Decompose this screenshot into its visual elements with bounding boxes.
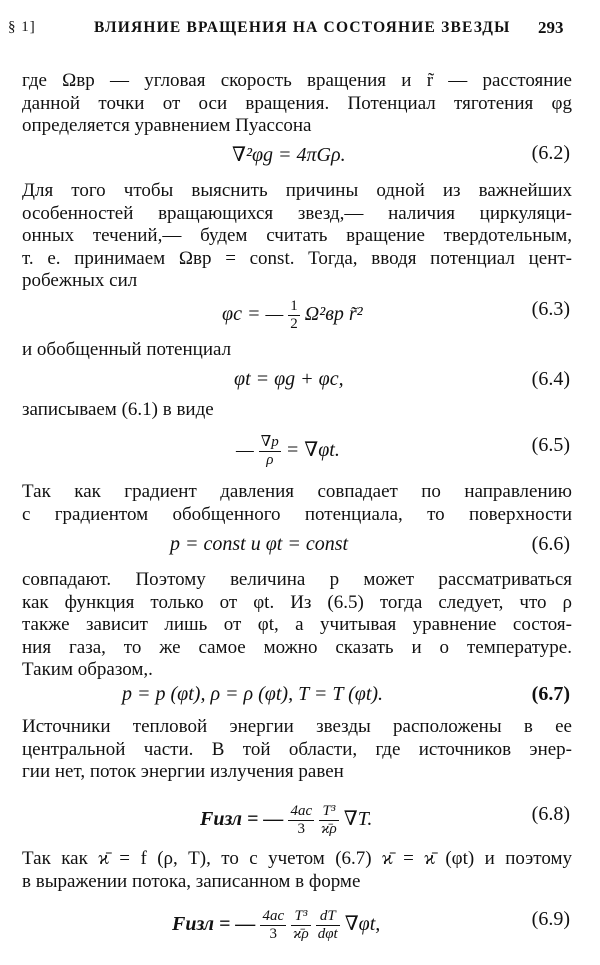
- equation-body: [222, 298, 363, 333]
- equation-6-3: [0, 290, 600, 330]
- equation-body: p = const и φt = const: [170, 533, 349, 555]
- equation-body: p = p (φt), ρ = ρ (φt), T = T (φt).: [122, 683, 384, 705]
- text-line: как функция только от φt. Из (6.5) тогда следует, что ρ: [22, 591, 572, 613]
- equation-body: [172, 908, 380, 943]
- equation-lhs: Fизл = —: [200, 808, 284, 831]
- text-line: Так как ϰ̄ = f (ρ, T), то с учетом (6.7) ϰ̄ = ϰ̄ (φt) и поэтому: [22, 848, 572, 869]
- text-line: Для того чтобы выяснить причины одной из важнейших: [22, 180, 572, 201]
- equation-number: (6.5): [531, 434, 570, 456]
- fraction-denominator: dφt: [317, 926, 338, 942]
- fraction-numerator: ∇p: [260, 434, 279, 450]
- text-line: и обобщенный потенциал: [22, 339, 232, 360]
- text-line: определяется уравнением Пуассона: [22, 115, 312, 136]
- fraction: [319, 803, 339, 838]
- text-line: также зависит лишь от φt, а учитывая уравнение состоя-: [22, 614, 572, 635]
- equation-body: [200, 803, 372, 838]
- fraction: [260, 908, 286, 943]
- text-line: Так как градиент давления совпадает по направлению: [22, 481, 572, 502]
- equation-number: (6.6): [531, 533, 570, 555]
- paragraph-8: [22, 848, 572, 893]
- paragraph-4: [22, 399, 572, 422]
- text-line: особенностей вращающихся звезд,— наличия циркуляци-: [22, 202, 572, 224]
- fraction-denominator: ρ: [266, 452, 274, 468]
- equation-rhs: ∇φt,: [344, 913, 381, 936]
- fraction-denominator: 2: [290, 316, 298, 332]
- equation-number: (6.2): [531, 142, 570, 164]
- equation-body: ∇²φg = 4πGρ.: [232, 144, 346, 166]
- paragraph-6: [22, 569, 572, 682]
- fraction-denominator: ϰ̄ρ: [321, 821, 337, 837]
- text-line: Таким образом,.: [22, 659, 153, 680]
- fraction: [288, 298, 300, 333]
- fraction-numerator: 1: [290, 298, 298, 314]
- fraction-denominator: 3: [269, 926, 278, 942]
- fraction-denominator: ϰ̄ρ: [293, 926, 309, 942]
- fraction-numerator: T³: [291, 908, 311, 926]
- page-number: 293: [538, 18, 564, 37]
- paragraph-7: [22, 716, 572, 784]
- text-line: гии нет, поток энергии излучения равен: [22, 761, 344, 782]
- equation-6-5: [0, 426, 600, 466]
- running-title: ВЛИЯНИЕ ВРАЩЕНИЯ НА СОСТОЯНИЕ ЗВЕЗДЫ: [94, 19, 511, 36]
- text-line: в выражении потока, записанном в форме: [22, 870, 361, 892]
- text-line: онных течений,— будем считать вращение твердотельным,: [22, 225, 572, 246]
- equation-lhs: φc = —: [222, 303, 284, 326]
- text-line: записываем (6.1) в виде: [22, 399, 214, 420]
- equation-6-8: [0, 795, 600, 835]
- section-marker: § 1]: [8, 19, 36, 35]
- paragraph-5: [22, 481, 572, 526]
- equation-number: (6.7): [531, 683, 570, 705]
- fraction-denominator: 3: [297, 821, 306, 837]
- text-line: ния газа, то же самое можно сказать и о температуре.: [22, 636, 572, 658]
- equation-rhs: Ω²вр r̃²: [304, 303, 363, 326]
- text-line: где Ωвр — угловая скорость вращения и r̃ — расстояние: [22, 70, 572, 91]
- equation-6-2: [0, 142, 600, 182]
- equation-number: (6.4): [531, 368, 570, 390]
- equation-rhs: ∇T.: [343, 808, 373, 831]
- equation-body: [236, 434, 340, 469]
- text-line: Источники тепловой энергии звезды расположены в ее: [22, 716, 572, 737]
- equation-number: (6.9): [531, 908, 570, 930]
- equation-number: (6.3): [531, 298, 570, 320]
- page-header: [0, 0, 600, 40]
- fraction: [291, 908, 311, 943]
- paragraph-2: [22, 180, 572, 293]
- fraction: [316, 908, 340, 943]
- fraction: [259, 434, 281, 469]
- text-line: робежных сил: [22, 270, 138, 291]
- paragraph-1: [22, 70, 572, 138]
- equation-6-6: [0, 533, 600, 573]
- equation-rhs: = ∇φt.: [285, 439, 340, 462]
- text-line: совпадают. Поэтому величина p может рассматриваться: [22, 569, 572, 590]
- text-line: данной точки от оси вращения. Потенциал тяготения φg: [22, 92, 572, 114]
- fraction-numerator: T³: [319, 803, 339, 821]
- text-line: с градиентом обобщенного потенциала, то поверхности: [22, 503, 572, 525]
- equation-number: (6.8): [531, 803, 570, 825]
- text-line: т. е. принимаем Ωвр = const. Тогда, вводя потенциал цент-: [22, 247, 572, 269]
- fraction-numerator: 4ac: [262, 908, 285, 924]
- equation-lhs: —: [236, 439, 254, 462]
- paragraph-3: [22, 339, 572, 362]
- fraction-numerator: dT: [316, 908, 340, 926]
- equation-lhs: Fизл = —: [172, 913, 256, 936]
- text-line: центральной части. В той области, где источников энер-: [22, 738, 572, 760]
- fraction-numerator: 4ac: [290, 803, 313, 819]
- equation-body: φt = φg + φc,: [234, 368, 344, 390]
- fraction: [288, 803, 314, 838]
- equation-6-9: [0, 900, 600, 940]
